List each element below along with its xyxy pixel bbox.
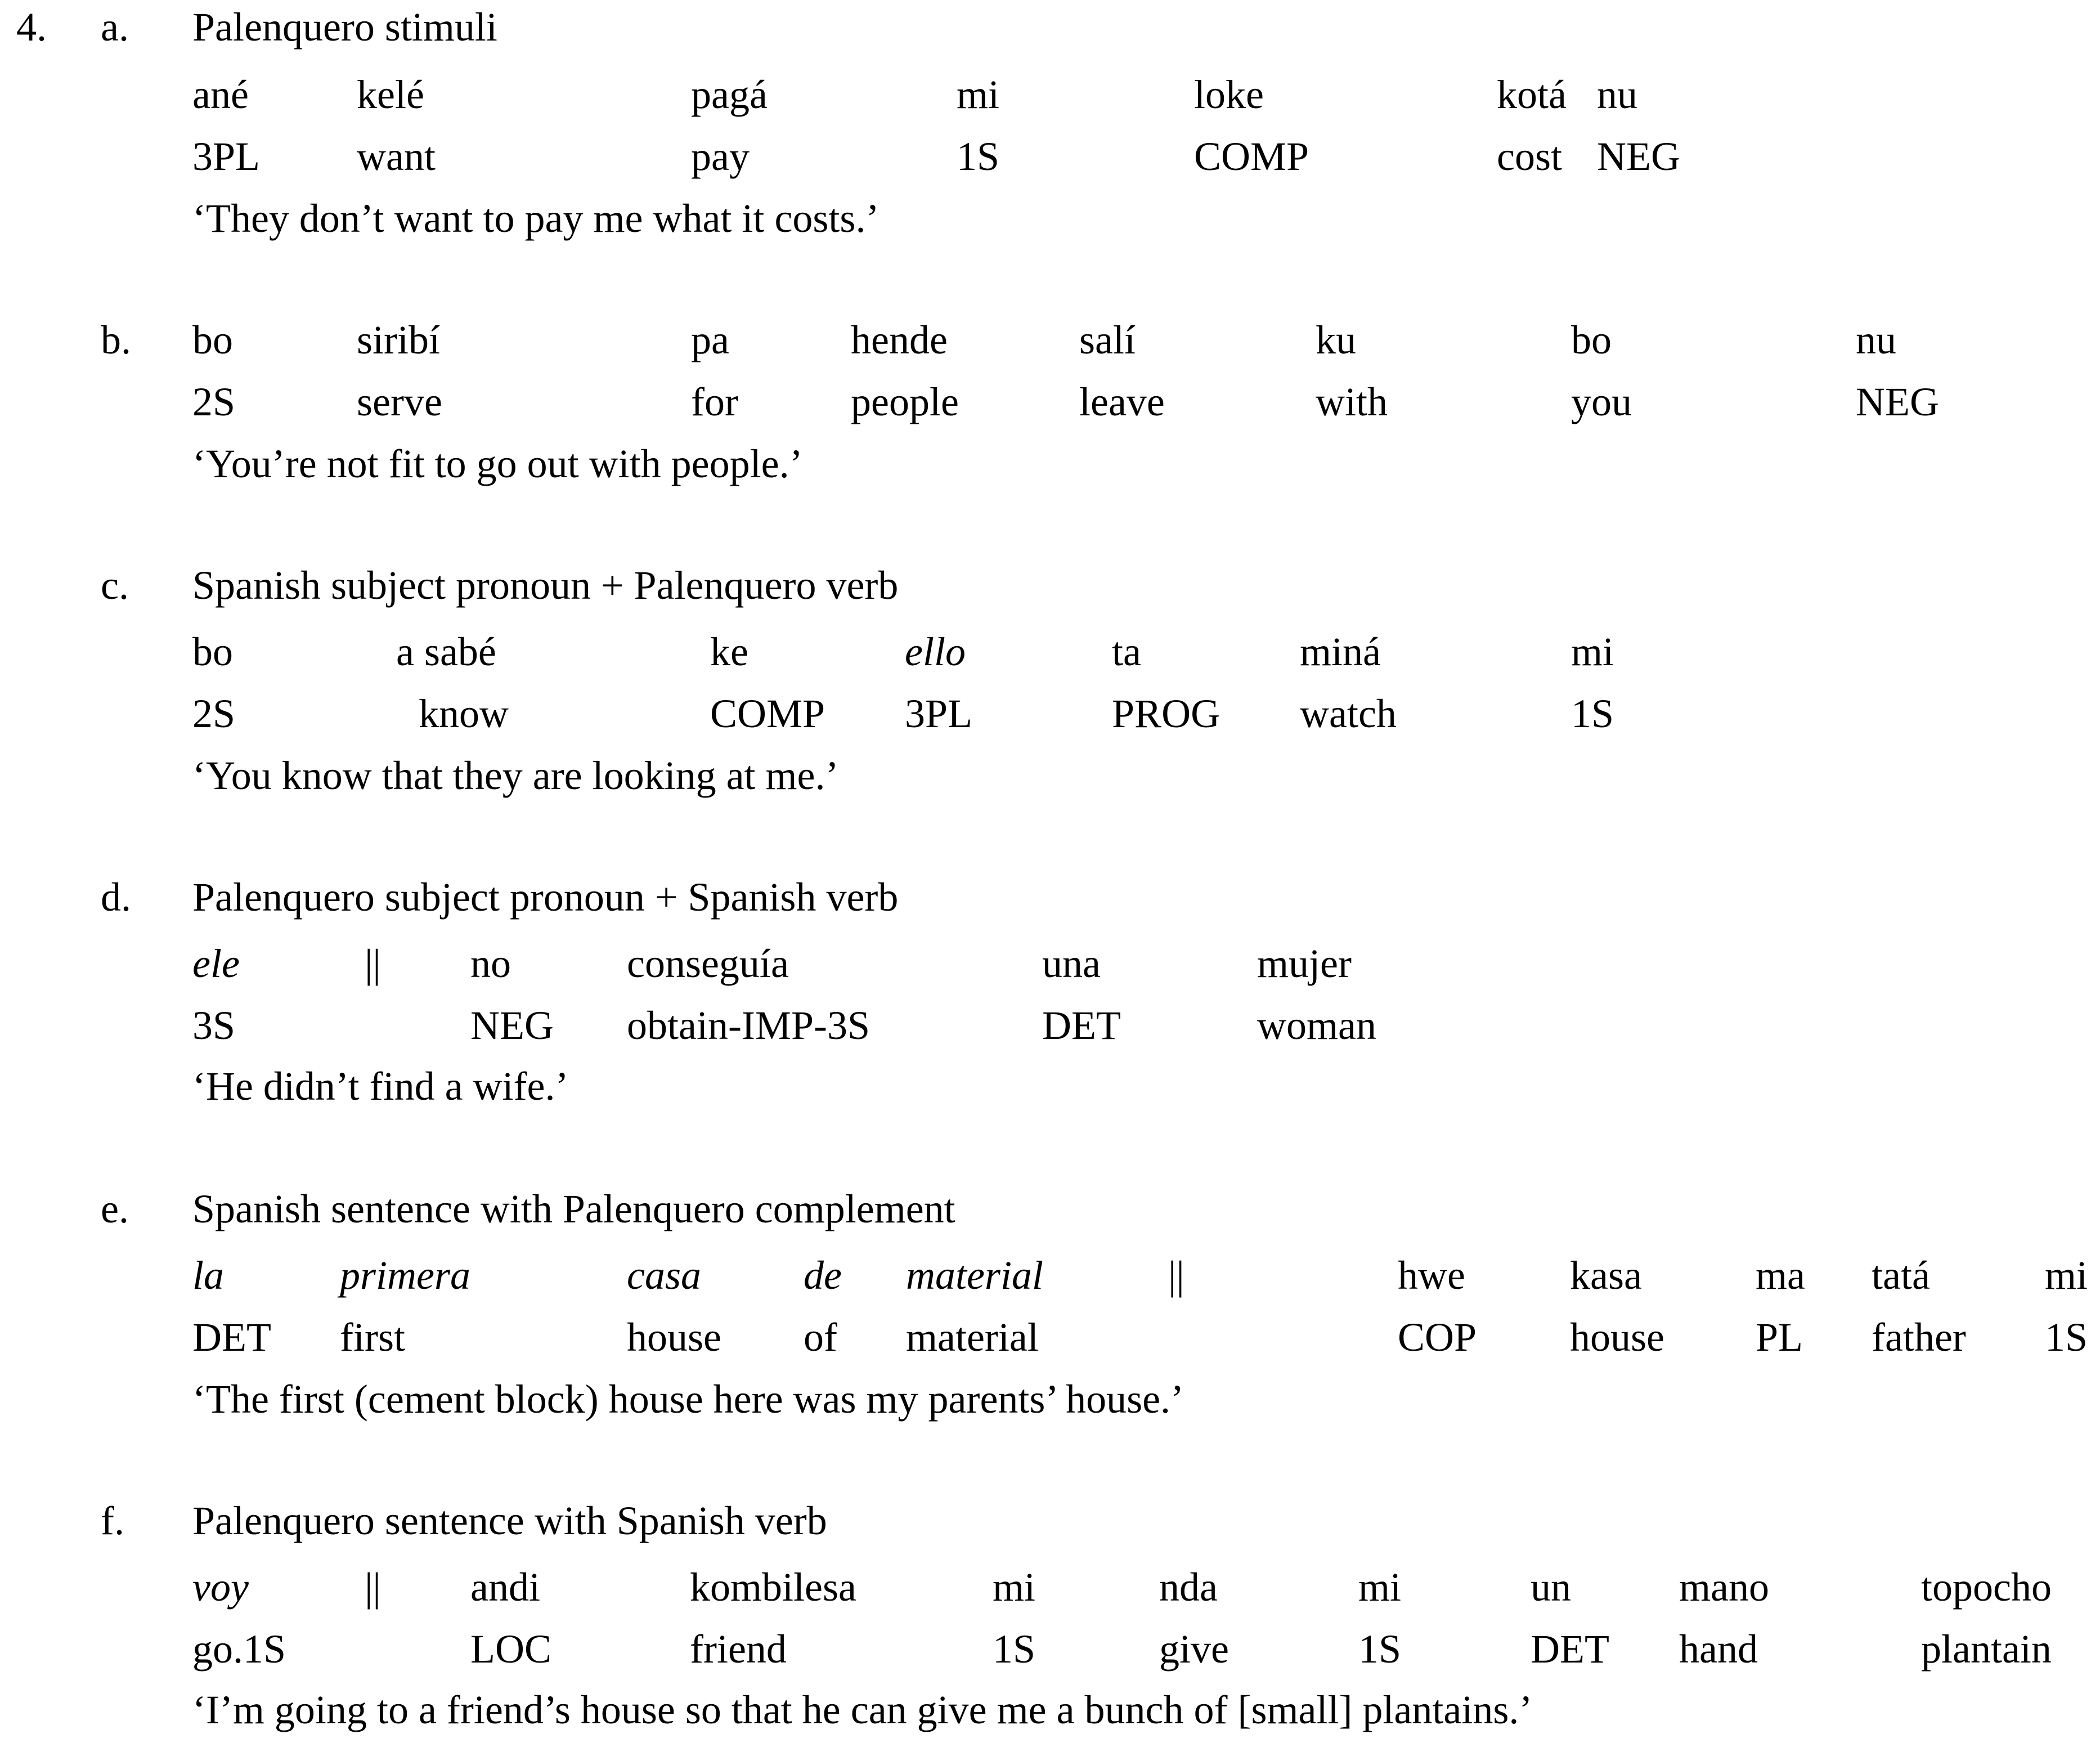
- gloss-word: 2S: [192, 691, 236, 736]
- example-label: e.: [101, 1186, 129, 1231]
- gloss-word: PROG: [1112, 691, 1220, 736]
- gloss-word: hand: [1679, 1626, 1758, 1672]
- source-word: kelé: [357, 72, 424, 117]
- source-word: mi: [1358, 1565, 1402, 1610]
- gloss-word: house: [1570, 1315, 1664, 1360]
- source-word: tatá: [1872, 1253, 1930, 1298]
- gloss-word: 3PL: [905, 691, 973, 736]
- gloss-word: PL: [1756, 1315, 1803, 1360]
- gloss-word: woman: [1257, 1003, 1376, 1048]
- example-label: f.: [101, 1498, 124, 1543]
- gloss-word: people: [851, 379, 959, 424]
- source-word: pagá: [691, 72, 768, 117]
- source-word: conseguía: [627, 941, 789, 986]
- gloss-word: COMP: [710, 691, 825, 736]
- source-word: mi: [2045, 1253, 2088, 1298]
- source-word: ané: [192, 72, 249, 117]
- source-word: ke: [710, 629, 748, 674]
- free-translation: ‘You’re not fit to go out with people.’: [192, 441, 803, 486]
- source-word: topocho: [1921, 1565, 2052, 1610]
- gloss-word: for: [691, 379, 738, 424]
- source-word: mujer: [1257, 941, 1352, 986]
- switch-boundary-marker: ||: [365, 1565, 381, 1610]
- gloss-word: NEG: [1856, 379, 1939, 424]
- source-word: nu: [1856, 317, 1896, 362]
- gloss-word: want: [357, 134, 436, 179]
- gloss-word: 1S: [957, 134, 1000, 179]
- gloss-word: LOC: [470, 1626, 551, 1672]
- gloss-word: COP: [1398, 1315, 1477, 1360]
- example-heading: Palenquero stimuli: [192, 5, 497, 50]
- source-word: kotá: [1497, 72, 1567, 117]
- source-word: una: [1042, 941, 1101, 986]
- source-word: ta: [1112, 629, 1141, 674]
- source-word: bo: [1571, 317, 1612, 362]
- source-word: mano: [1679, 1565, 1769, 1610]
- gloss-word: cost: [1497, 134, 1562, 179]
- gloss-word: 1S: [1571, 691, 1614, 736]
- example-heading: Palenquero subject pronoun + Spanish verb: [192, 875, 899, 920]
- source-word: nda: [1159, 1565, 1218, 1610]
- source-word: un: [1531, 1565, 1571, 1610]
- free-translation: ‘They don’t want to pay me what it costs.’: [192, 196, 880, 241]
- source-word: ma: [1756, 1253, 1805, 1298]
- example-heading: Spanish subject pronoun + Palenquero verb: [192, 563, 899, 608]
- gloss-word: 3PL: [192, 134, 261, 179]
- gloss-word: NEG: [1597, 134, 1680, 179]
- gloss-word: watch: [1300, 691, 1397, 736]
- example-label: b.: [101, 317, 131, 362]
- source-word: andi: [470, 1565, 540, 1610]
- source-word: siribí: [357, 317, 441, 362]
- switch-boundary-marker: ||: [1168, 1253, 1184, 1298]
- gloss-word: DET: [1042, 1003, 1121, 1048]
- free-translation: ‘You know that they are looking at me.’: [192, 753, 839, 798]
- source-word: mi: [957, 72, 1000, 117]
- example-heading: Palenquero sentence with Spanish verb: [192, 1498, 827, 1543]
- gloss-word: obtain-IMP-3S: [627, 1003, 870, 1048]
- gloss-word: give: [1159, 1626, 1229, 1672]
- source-word: kombilesa: [690, 1565, 856, 1610]
- free-translation: ‘He didn’t find a wife.’: [192, 1064, 569, 1109]
- gloss-word: NEG: [470, 1003, 554, 1048]
- gloss-word: 1S: [993, 1626, 1036, 1672]
- gloss-word: DET: [1531, 1626, 1609, 1672]
- gloss-word: 3S: [192, 1003, 236, 1048]
- example-label: d.: [101, 875, 131, 920]
- free-translation: ‘The first (cement block) house here was my parents’ house.’: [192, 1377, 1184, 1422]
- source-word: mi: [1571, 629, 1614, 674]
- example-label: a.: [101, 5, 129, 50]
- gloss-word: of: [804, 1315, 837, 1360]
- free-translation: ‘I’m going to a friend’s house so that he can give me a bunch of [small] plantains.’: [192, 1687, 1533, 1732]
- source-word: mi: [993, 1565, 1036, 1610]
- source-word-spanish: primera: [340, 1253, 470, 1298]
- gloss-word: go.1S: [192, 1626, 286, 1672]
- source-word-spanish: voy: [192, 1565, 249, 1610]
- source-word-spanish: casa: [627, 1253, 701, 1298]
- source-word: bo: [192, 629, 233, 674]
- gloss-word: friend: [690, 1626, 787, 1672]
- gloss-word: you: [1571, 379, 1632, 424]
- gloss-word: pay: [691, 134, 750, 179]
- gloss-word: house: [627, 1315, 721, 1360]
- gloss-word: material: [906, 1315, 1039, 1360]
- source-word: nu: [1597, 72, 1637, 117]
- source-word-spanish: ele: [192, 941, 240, 986]
- switch-boundary-marker: ||: [365, 941, 381, 986]
- source-word: no: [470, 941, 511, 986]
- gloss-word: father: [1872, 1315, 1966, 1360]
- source-word-spanish: de: [804, 1253, 842, 1298]
- gloss-word: first: [340, 1315, 405, 1360]
- source-word: kasa: [1570, 1253, 1642, 1298]
- source-word: bo: [192, 317, 233, 362]
- gloss-word: serve: [357, 379, 442, 424]
- source-word-spanish: ello: [905, 629, 966, 674]
- gloss-word: COMP: [1194, 134, 1309, 179]
- source-word-spanish: material: [906, 1253, 1043, 1298]
- example-number: 4.: [16, 5, 47, 50]
- source-word: hende: [851, 317, 948, 362]
- example-heading: Spanish sentence with Palenquero complement: [192, 1186, 955, 1231]
- source-word: a sabé: [396, 629, 496, 674]
- source-word-spanish: la: [192, 1253, 225, 1298]
- source-word: pa: [691, 317, 729, 362]
- source-word: loke: [1194, 72, 1264, 117]
- source-word: miná: [1300, 629, 1381, 674]
- example-label: c.: [101, 563, 129, 608]
- gloss-word: 1S: [2045, 1315, 2088, 1360]
- source-word: salí: [1079, 317, 1136, 362]
- gloss-word: leave: [1079, 379, 1165, 424]
- gloss-word: plantain: [1921, 1626, 2052, 1672]
- gloss-word: 1S: [1358, 1626, 1402, 1672]
- gloss-word: 2S: [192, 379, 236, 424]
- gloss-word: know: [419, 691, 509, 736]
- gloss-word: DET: [192, 1315, 271, 1360]
- gloss-word: with: [1316, 379, 1388, 424]
- source-word: hwe: [1398, 1253, 1465, 1298]
- source-word: ku: [1316, 317, 1356, 362]
